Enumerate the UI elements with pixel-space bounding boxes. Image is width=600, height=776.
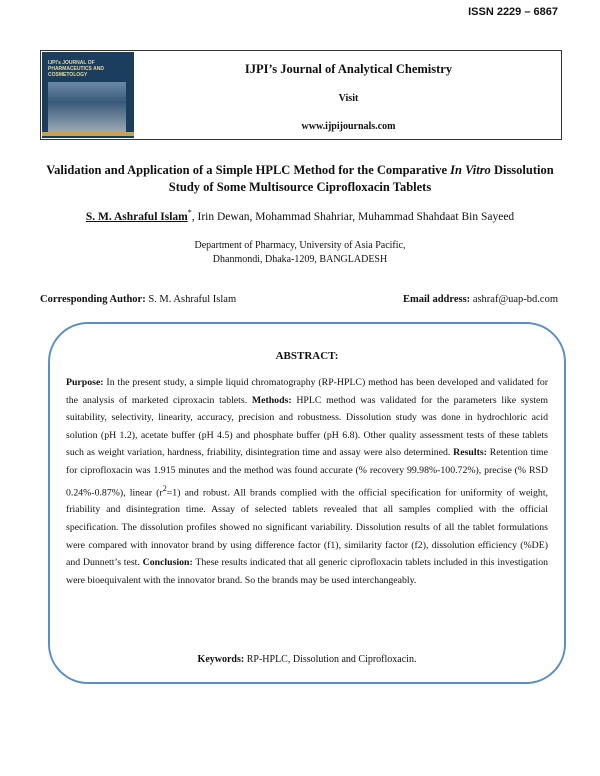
keywords-text: RP-HPLC, Dissolution and Ciprofloxacin. [244,654,417,665]
title-italic: In Vitro [450,163,491,177]
email-address [403,294,558,305]
corresponding-author [40,294,236,305]
email-label: Email address: [402,294,471,305]
abstract-body [66,374,548,589]
purpose-label: Purpose: [66,377,104,388]
affiliation [0,239,600,267]
conclusion-text: These results indicated that all generic ciprofloxacin tablets included in this investigation were bioequivalent with the innovator brand. So the brands may be used interchangeably. [66,557,548,586]
journal-title: IJPI’s Journal of Analytical Chemistry [244,62,453,76]
keywords-label: Keywords: [197,654,245,665]
journal-cover-image [42,52,134,138]
cover-bar [42,132,134,136]
affiliation-line-1: Department of Pharmacy, University of Asia Pacific, [194,240,406,251]
corr-label: Corresponding Author: [40,294,146,305]
methods-text: HPLC method was validated for the parameters like system suitability, selectivity, linearity, accuracy, precision and robustness. Dissolution study was done in hydrochloric acid solution (pH 1.2), acetate buffer (pH 4.5) and phosphate buffer (pH 6.8). Other quality assessment tests of these tablets such as weight variation, hardness, friability, disintegration time and assay were also determined. [66,394,548,459]
journal-url-link[interactable]: www.ijpijournals.com [301,121,396,132]
results-text-b: =1) and robust. All brands complied with the official specification for uniformity of weight, friability and disintegration time. Assay of selected tablets revealed that all samples complied with the official specification. The dissolution profiles showed no significant variability. Dissolution results of all the tablet formulations were compared with innovator brand by using difference factor (f1), similarity factor (f2), dissolution efficiency (%DE) and Dunnett’s test. [66,486,548,569]
purpose-text: In the present study, a simple liquid chromatography (RP-HPLC) method has been developed and validated for the analysis of marketed ciproxacin tablets. [66,377,548,406]
methods-label: Methods: [251,394,292,406]
results-text-a: Retention time for ciprofloxacin was 1.915 minutes and the method was found accurate (% recovery 99.98%-100.72%), precise (% RSD 0.24%-0.87%), linear (r [66,447,548,498]
visit-label: Visit [338,93,359,104]
abstract-box [48,322,566,684]
abstract-heading: ABSTRACT: [275,350,339,362]
conclusion-label: Conclusion: [142,557,193,569]
journal-header [40,50,562,140]
title-part-2: Dissolution Study of Some Multisource Ciprofloxacin Tablets [168,163,554,194]
corr-value: S. M. Ashraful Islam [145,294,237,305]
email-value[interactable]: ashraf@uap-bd.com [470,294,558,305]
cover-photo [48,82,126,132]
keywords [50,654,564,665]
title-part-1: Validation and Application of a Simple HPLC Method for the Comparative [46,163,451,177]
results-sup: 2 [162,483,167,493]
other-authors: , Irin Dewan, Mohammad Shahriar, Muhammad Shahdaat Bin Sayeed [191,210,515,223]
results-label: Results: [453,447,487,459]
main-author-mark: * [187,208,192,217]
author-list [0,208,600,223]
paper-title [30,162,570,196]
affiliation-line-2: Dhanmondi, Dhaka-1209, BANGLADESH [212,254,388,265]
issn-label: ISSN 2229 – 6867 [468,6,558,18]
main-author: S. M. Ashraful Islam [85,210,188,223]
cover-title: IJPI's JOURNAL OF PHARMACEUTICS AND COSMETOLOGY [48,60,104,78]
